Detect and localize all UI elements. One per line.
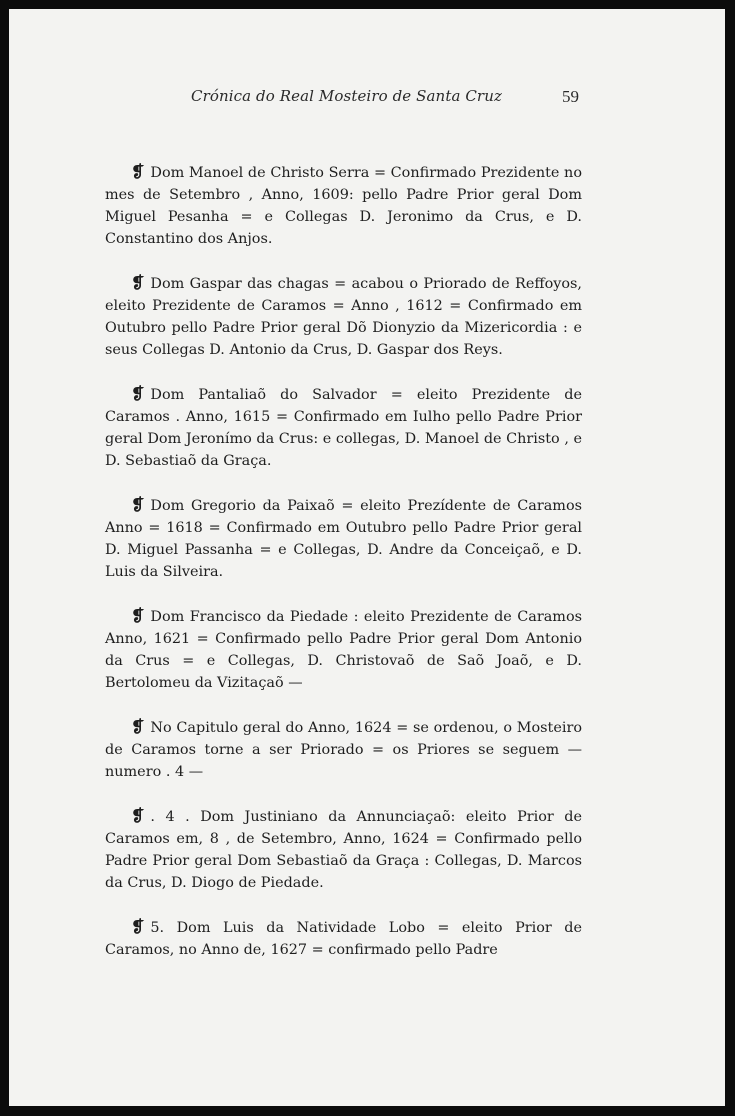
paragraph <box>105 916 582 961</box>
paragraph-mark-icon: ❡ <box>131 917 145 936</box>
paragraph-mark-icon: ❡ <box>131 806 145 825</box>
paragraph <box>105 161 582 250</box>
page-header <box>9 87 725 111</box>
paragraph-text: Dom Manoel de Christo Serra = Confirmado Prezidente no mes de Setembro , Anno, 1609: pello Padre Prior geral Dom Miguel Pesanha = e Collegas D. Jeronimo da Crus, e D. Constantino dos Anjos. <box>105 165 582 247</box>
paragraph <box>105 383 582 472</box>
paragraph <box>105 805 582 894</box>
running-title: Crónica do Real Mosteiro de Santa Cruz <box>191 87 502 105</box>
paragraph-mark-icon: ❡ <box>131 606 145 625</box>
page-number: 59 <box>562 87 579 106</box>
paragraph <box>105 272 582 361</box>
paragraph-mark-icon: ❡ <box>131 495 145 514</box>
page-body <box>105 161 582 983</box>
paragraph-text: . 4 . Dom Justiniano da Annunciaçaõ: eleito Prior de Caramos em, 8 , de Setembro, Anno, 1624 = Confirmado pello Padre Prior geral Dom Sebastiaõ da Graça : Collegas, D. Marcos da Crus, D. Diogo de Piedade. <box>105 809 582 891</box>
paragraph-text: Dom Pantaliaõ do Salvador = eleito Prezidente de Caramos . Anno, 1615 = Confirmado em Iulho pello Padre Prior geral Dom Jeronímo da Crus: e collegas, D. Manoel de Christo , e D. Sebastiaõ da Graça. <box>105 387 582 469</box>
paragraph-text: Dom Gaspar das chagas = acabou o Priorado de Reffoyos, eleito Prezidente de Caramos = Anno , 1612 = Confirmado em Outubro pello Padre Prior geral Dõ Dionyzio da Mizericordia : e seus Collegas D. Antonio da Crus, D. Gaspar dos Reys. <box>105 276 582 358</box>
paragraph-mark-icon: ❡ <box>131 273 145 292</box>
paragraph-text: No Capitulo geral do Anno, 1624 = se ordenou, o Mosteiro de Caramos torne a ser Priorado = os Priores se seguem — numero . 4 — <box>105 720 582 780</box>
paragraph <box>105 605 582 694</box>
paragraph <box>105 716 582 783</box>
paragraph-mark-icon: ❡ <box>131 162 145 181</box>
book-page <box>9 9 725 1106</box>
paragraph-text: Dom Francisco da Piedade : eleito Prezidente de Caramos Anno, 1621 = Confirmado pello Padre Prior geral Dom Antonio da Crus = e Collegas, D. Christovaõ de Saõ Joaõ, e D. Bertolomeu da Vizitaçaõ — <box>105 609 582 691</box>
paragraph-mark-icon: ❡ <box>131 717 145 736</box>
paragraph-mark-icon: ❡ <box>131 384 145 403</box>
paragraph-text: 5. Dom Luis da Natividade Lobo = eleito Prior de Caramos, no Anno de, 1627 = confirmado pello Padre <box>105 920 582 958</box>
paragraph <box>105 494 582 583</box>
paragraph-text: Dom Gregorio da Paixaõ = eleito Prezídente de Caramos Anno = 1618 = Confirmado em Outubro pello Padre Prior geral D. Miguel Passanha = e Collegas, D. Andre da Conceiçaõ, e D. Luis da Silveira. <box>105 498 582 580</box>
